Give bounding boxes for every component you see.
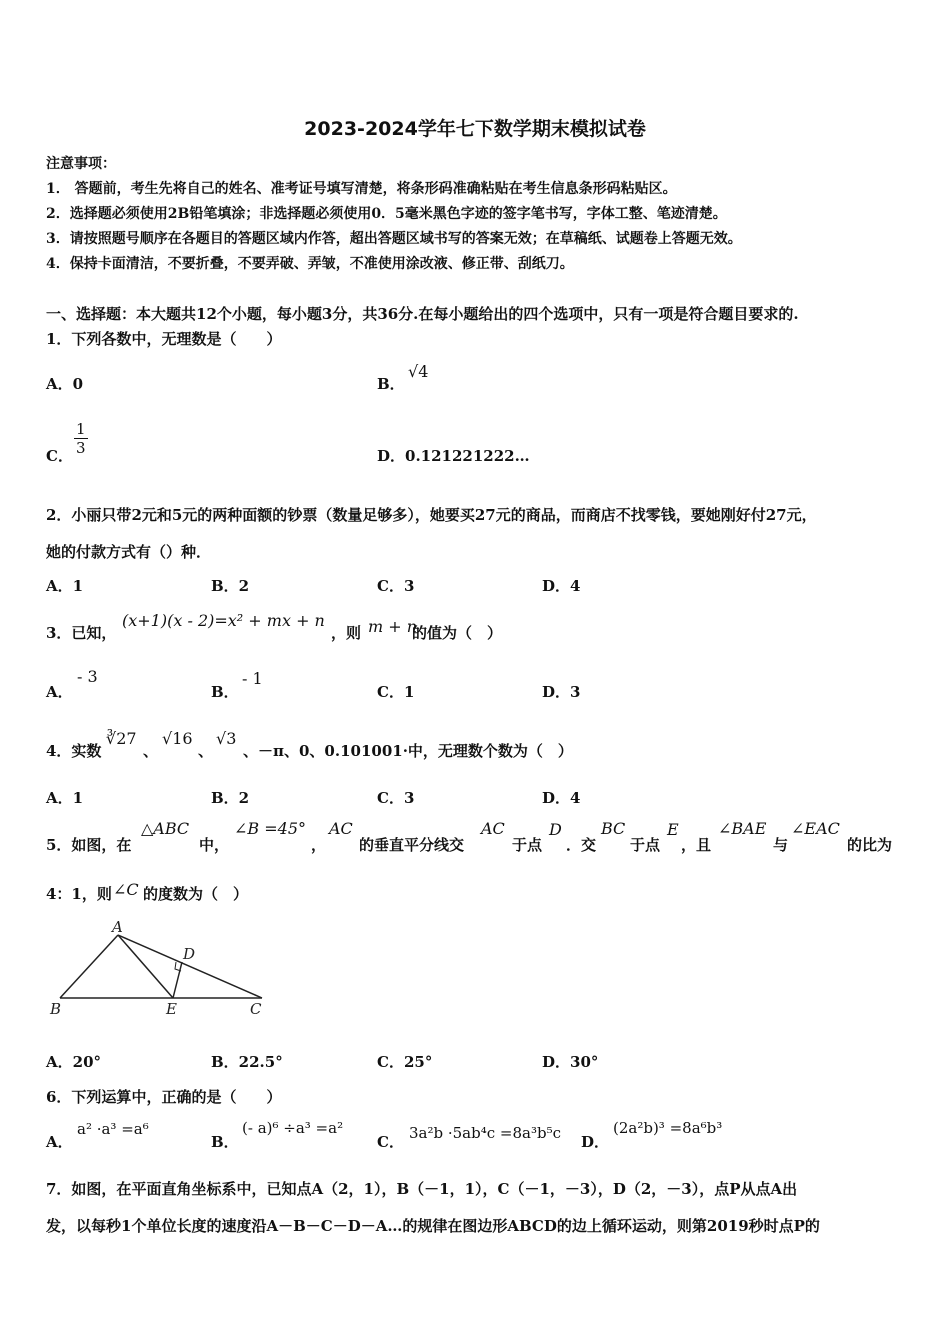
question-1-stem: 1．下列各数中，无理数是（ ）	[46, 330, 282, 348]
segment-ed	[173, 962, 182, 998]
question-5-text: 的垂直平分线交	[359, 836, 465, 854]
question-5-text: 于点	[630, 836, 661, 854]
q1-option-c-fraction: $\frac{1}{3}$	[76, 420, 86, 457]
side-ab	[60, 935, 118, 998]
q2-option-d: D．4	[542, 577, 581, 595]
question-4-sep: 、	[143, 742, 159, 760]
notice-item: 1． 答题前，考生先将自己的姓名、准考证号填写清楚，将条形码准确粘贴在考生信息条形码粘贴区。	[46, 181, 677, 197]
question-5-text: ．交	[566, 836, 597, 854]
question-4-suffix: 、－π、0、0.101001·中，无理数个数为（ ）	[243, 742, 573, 760]
question-4-prefix: 4．实数	[46, 742, 102, 760]
question-5-math: ∠C	[113, 880, 139, 899]
question-5-math: ∠BAE	[718, 819, 767, 838]
question-3-mid: ，则	[331, 624, 362, 642]
q6-option-d-label: D．	[581, 1133, 610, 1151]
question-5-math: ∠EAC	[791, 819, 840, 838]
question-5-text: 5．如图，在	[46, 836, 132, 854]
q3-option-d: D．3	[542, 683, 581, 701]
question-5-text: 的比为	[847, 836, 893, 854]
question-5-text: ，且	[681, 836, 712, 854]
q2-option-c: C．3	[377, 577, 415, 595]
page-title: 2023-2024学年七下数学期末模拟试卷	[304, 118, 646, 140]
question-4-cuberoot-27: ∛27	[106, 729, 137, 748]
question-4-sqrt-3: √3	[216, 729, 237, 748]
q1-option-a: A．0	[46, 375, 84, 393]
question-3-prefix: 3．已知，	[46, 624, 117, 642]
q1-option-c-label: C．	[46, 447, 73, 465]
q3-option-a-math: - 3	[77, 667, 98, 686]
notice-item: 4．保持卡面清洁，不要折叠，不要弄破、弄皱，不准使用涂改液、修正带、刮纸刀。	[46, 256, 574, 272]
question-5-math: BC	[601, 819, 626, 838]
q1-option-d: D．0.121221222…	[377, 447, 530, 465]
triangle-figure	[40, 918, 280, 1023]
question-5-math: AC	[329, 819, 353, 838]
question-7-line1: 7．如图，在平面直角坐标系中，已知点A（2，1），B（－1，1），C（－1，－3），D（2，－3），点P从点A出	[46, 1180, 798, 1198]
label-c: C	[250, 1000, 262, 1018]
q1-option-b-label: B．	[377, 375, 405, 393]
q6-option-b-math: (- a)⁶ ÷a³ =a²	[242, 1119, 344, 1137]
q6-option-a-math: a² ·a³ =a⁶	[77, 1120, 149, 1138]
q4-option-a: A．1	[46, 789, 84, 807]
question-3-m-plus-n: m + n	[368, 617, 418, 636]
question-5-text: 于点	[512, 836, 543, 854]
question-5-text: 与	[773, 836, 789, 854]
q4-option-d: D．4	[542, 789, 581, 807]
q5-option-b: B．22.5°	[211, 1053, 283, 1071]
q4-option-b: B．2	[211, 789, 250, 807]
q5-option-d: D．30°	[542, 1053, 599, 1071]
q6-option-d-math: (2a²b)³ =8a⁶b³	[613, 1119, 723, 1137]
q5-option-c: C．25°	[377, 1053, 433, 1071]
notice-heading: 注意事项：	[46, 156, 116, 172]
question-3-suffix: 的值为（ ）	[412, 624, 503, 642]
question-5-math: △ABC	[141, 819, 190, 838]
q6-option-c-math: 3a²b ·5ab⁴c =8a³b⁵c	[409, 1124, 561, 1142]
question-6-stem: 6．下列运算中，正确的是（ ）	[46, 1088, 282, 1106]
label-b: B	[50, 1000, 62, 1018]
label-e: E	[166, 1000, 177, 1018]
notice-item: 3．请按照题号顺序在各题目的答题区域内作答，超出答题区域书写的答案无效；在草稿纸、试题卷上答题无效。	[46, 231, 742, 247]
q3-option-b-label: B．	[211, 683, 239, 701]
label-a: A	[112, 918, 123, 936]
question-4-sqrt-16: √16	[162, 729, 193, 748]
question-5-math: AC	[481, 819, 505, 838]
q3-option-a-label: A．	[46, 683, 73, 701]
q2-option-b: B．2	[211, 577, 250, 595]
question-5-text: 中，	[199, 836, 230, 854]
q5-option-a: A．20°	[46, 1053, 102, 1071]
q6-option-c-label: C．	[377, 1133, 404, 1151]
question-2-line1: 2．小丽只带2元和5元的两种面额的钞票（数量足够多），她要买27元的商品，而商店不找零钱，要她刚好付27元，	[46, 506, 817, 524]
q3-option-c: C．1	[377, 683, 415, 701]
question-5-math: D	[549, 820, 562, 839]
q6-option-b-label: B．	[211, 1133, 239, 1151]
question-7-line2: 发，以每秒1个单位长度的速度沿A－B－C－D－A…的规律在图边形ABCD的边上循环运动，则第2019秒时点P的	[46, 1217, 820, 1235]
question-5-math: E	[667, 820, 679, 839]
q3-option-b-math: - 1	[242, 669, 263, 688]
question-3-expression: (x+1)(x - 2)=x² + mx + n	[122, 611, 325, 630]
segment-ae	[118, 935, 173, 998]
q6-option-a-label: A．	[46, 1133, 73, 1151]
section-heading: 一、选择题：本大题共12个小题，每小题3分，共36分.在每小题给出的四个选项中，只有一项是符合题目要求的.	[46, 305, 799, 323]
question-5-math: ∠B =45°	[234, 819, 307, 838]
q1-option-b-math: √4	[408, 362, 429, 381]
q2-option-a: A．1	[46, 577, 84, 595]
label-d: D	[183, 945, 196, 963]
notice-item: 2．选择题必须使用2B铅笔填涂；非选择题必须使用0．5毫米黑色字迹的签字笔书写，字体工整、笔迹清楚。	[46, 206, 727, 222]
question-5-line2: 4：1，则	[46, 885, 112, 903]
question-4-sep: 、	[198, 742, 214, 760]
question-2-line2: 她的付款方式有（）种．	[46, 543, 212, 561]
q4-option-c: C．3	[377, 789, 415, 807]
question-5-text: ，	[311, 836, 327, 854]
question-5-line2: 的度数为（ ）	[143, 885, 249, 903]
